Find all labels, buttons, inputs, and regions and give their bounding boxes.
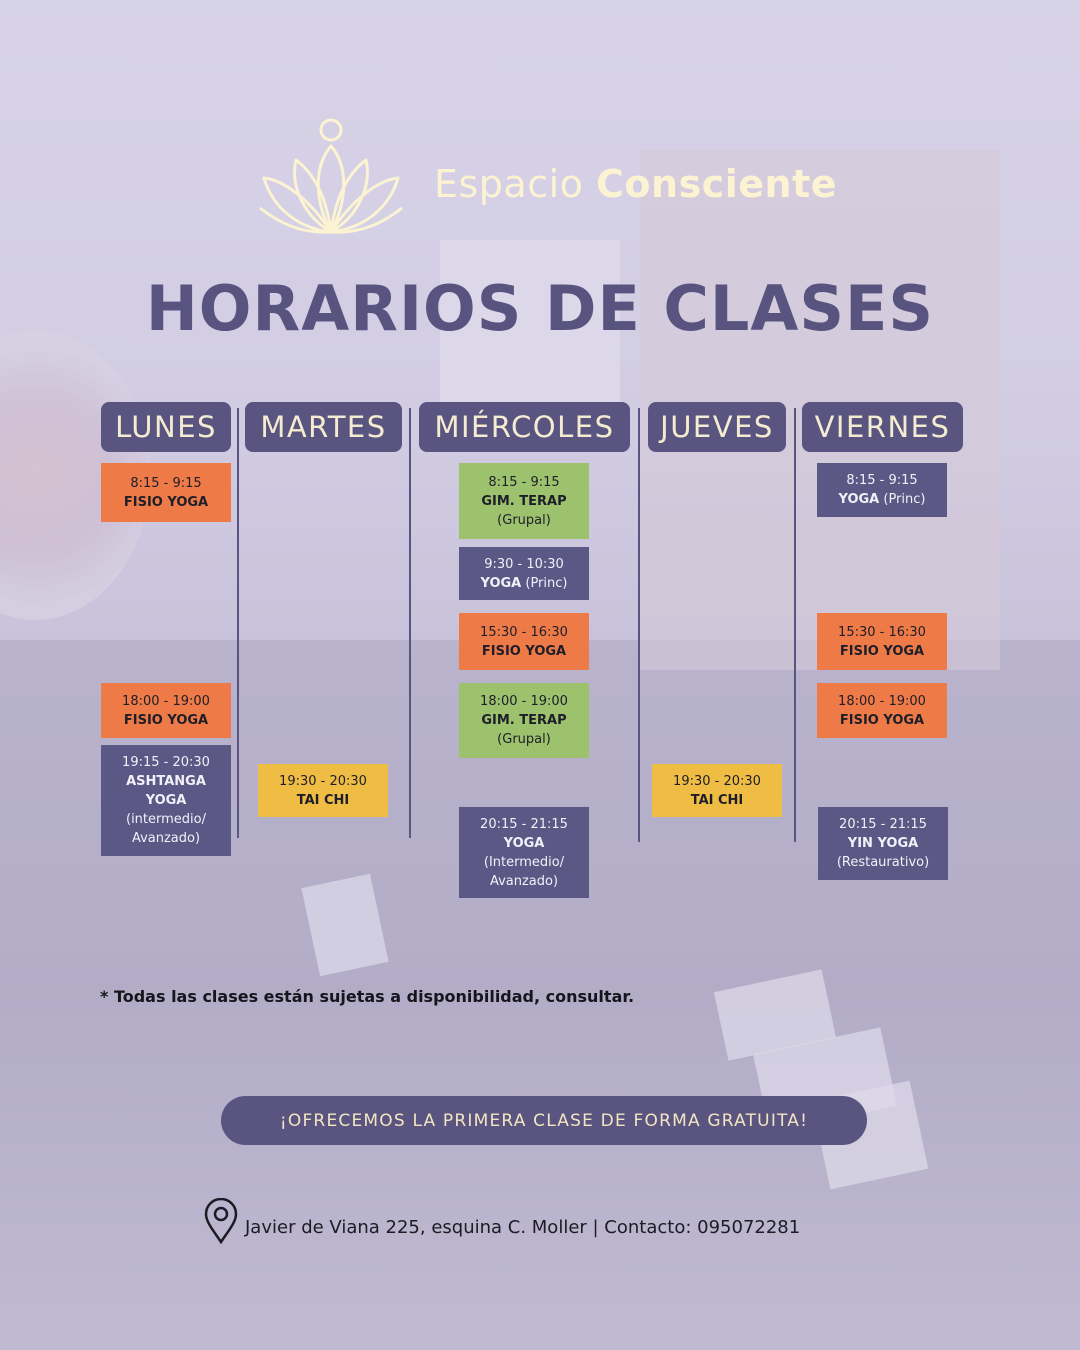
day-header-lunes: LUNES (101, 402, 231, 452)
class-card (817, 463, 947, 517)
location-pin-icon (203, 1198, 239, 1244)
class-name: YOGA (838, 492, 880, 507)
class-name: GIM. TERAP (481, 493, 567, 509)
class-subtitle: (Princ) (525, 575, 568, 591)
class-subtitle: (Grupal) (497, 512, 551, 528)
class-time: 19:30 - 20:30 (279, 773, 367, 789)
class-name: GIM. TERAP (481, 713, 567, 728)
class-card (459, 463, 589, 539)
class-card (101, 463, 231, 522)
class-card (817, 683, 947, 738)
class-name-line (459, 574, 589, 593)
class-name: FISIO YOGA (839, 712, 925, 728)
class-subtitle: (Princ) (883, 492, 926, 507)
class-card (101, 683, 231, 738)
class-time: 18:00 - 19:00 (838, 693, 926, 709)
class-name: YOGA (503, 835, 545, 851)
class-time: 8:15 - 9:15 (488, 474, 560, 490)
class-subtitle: (Intermedio/ Avanzado) (483, 854, 565, 889)
class-time: 8:15 - 9:15 (130, 475, 202, 491)
class-time: 18:00 - 19:00 (122, 693, 210, 709)
class-time: 19:30 - 20:30 (673, 773, 761, 789)
column-divider (409, 408, 411, 838)
column-divider (794, 408, 796, 842)
free-class-banner: ¡OFRECEMOS LA PRIMERA CLASE DE FORMA GRATUITA! (221, 1096, 867, 1145)
column-divider (237, 408, 239, 838)
brand-name-light: Espacio (434, 162, 584, 206)
class-subtitle: (Restaurativo) (836, 855, 930, 870)
class-card (258, 764, 388, 817)
class-subtitle: (intermedio/ Avanzado) (126, 812, 206, 846)
lotus-logo-icon (256, 116, 406, 236)
class-name: FISIO YOGA (839, 643, 925, 659)
class-name: TAI CHI (296, 792, 350, 808)
class-name: YOGA (480, 575, 522, 591)
class-name: FISIO YOGA (123, 712, 209, 728)
day-header-miercoles: MIÉRCOLES (419, 402, 630, 452)
day-header-martes: MARTES (245, 402, 402, 452)
class-name: FISIO YOGA (123, 494, 209, 510)
address-contact: Javier de Viana 225, esquina C. Moller | Contacto: 095072281 (245, 1217, 801, 1238)
column-divider (638, 408, 640, 842)
class-card (459, 547, 589, 600)
class-subtitle: (Grupal) (497, 732, 551, 747)
class-name: FISIO YOGA (481, 643, 567, 659)
brand-name (434, 162, 837, 206)
class-time: 18:00 - 19:00 (480, 694, 568, 709)
class-time: 8:15 - 9:15 (846, 473, 918, 488)
class-card (817, 613, 947, 670)
class-time: 20:15 - 21:15 (839, 817, 927, 832)
class-name-line (817, 490, 947, 509)
class-time: 9:30 - 10:30 (484, 556, 564, 572)
class-card (818, 807, 948, 880)
class-time: 20:15 - 21:15 (480, 816, 568, 832)
class-card (101, 745, 231, 856)
brand-name-bold: Consciente (596, 162, 837, 206)
class-name: ASHTANGA YOGA (126, 774, 206, 808)
class-name: YIN YOGA (847, 836, 919, 851)
class-name: TAI CHI (690, 792, 744, 808)
availability-note: * Todas las clases están sujetas a disponibilidad, consultar. (100, 987, 635, 1006)
class-card (652, 764, 782, 817)
day-header-jueves: JUEVES (648, 402, 786, 452)
day-header-viernes: VIERNES (802, 402, 963, 452)
page-title: HORARIOS DE CLASES (145, 272, 935, 345)
class-time: 19:15 - 20:30 (122, 755, 210, 770)
class-card (459, 683, 589, 758)
class-time: 15:30 - 16:30 (480, 624, 568, 640)
class-card (459, 807, 589, 898)
class-time: 15:30 - 16:30 (838, 624, 926, 640)
class-card (459, 613, 589, 670)
